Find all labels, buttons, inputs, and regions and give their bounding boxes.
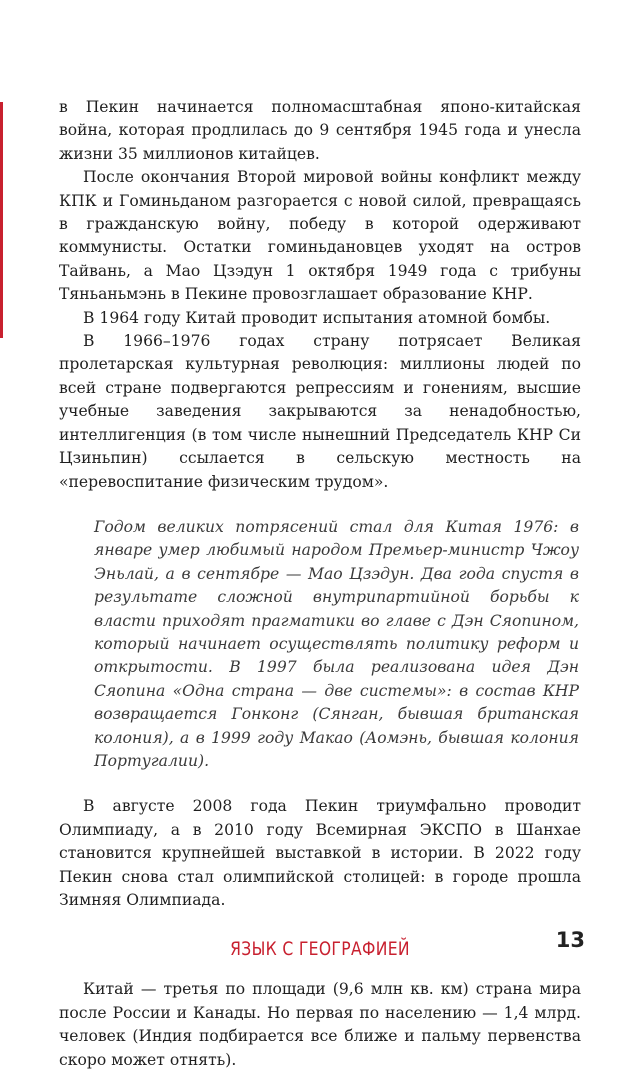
paragraph: В 1966–1976 годах страну потрясает Великая пролетарская культурная революция: миллионы людей по всей стране подвергаются репрессиям и гонениям, высшие учебные заведения закрываются за ненадобностью, интеллигенция (в том числе нынешний Председатель КНР Си Цзиньпин) ссылается в сельскую местность на «перевоспитание физическим трудом». — [59, 332, 581, 491]
page-body — [59, 96, 581, 1072]
italic-quote-block: Годом великих потрясений стал для Китая 1976: в январе умер любимый народом Премьер-министр Чжоу Эньлай, а в сентябре — Мао Цзэдун. Два года спустя в результате сложной внутрипартийной борьбы к власти приходят прагматики во главе с Дэн Сяопином, который начинает осуществлять политику реформ и открытости. В 1997 была реализована идея Дэн Сяопина «Одна страна — две системы»: в состав КНР возвращается Гонконг (Сянган, бывшая британская колония), а в 1999 году Макао (Аомэнь, бывшая колония Португалии). — [94, 517, 579, 770]
chapter-edge-marker — [0, 102, 3, 338]
page-number: 13 — [555, 928, 585, 952]
paragraph: В 1964 году Китай проводит испытания атомной бомбы. — [83, 308, 551, 327]
paragraph: в Пекин начинается полномасштабная японо-китайская война, которая продлилась до 9 сентября 1945 года и унесла жизни 35 миллионов китайцев. — [59, 98, 581, 163]
section-heading: ЯЗЫК С ГЕОГРАФИЕЙ — [230, 938, 410, 961]
paragraph: Китай — третья по площади (9,6 млн кв. км) страна мира после России и Канады. Но первая по населению — 1,4 млрд. человек (Индия подбирается все ближе и пальму первенства скоро может отнять). — [59, 980, 581, 1069]
paragraph: После окончания Второй мировой войны конфликт между КПК и Гоминьданом разгорается с новой силой, превращаясь в гражданскую войну, победу в которой одерживают коммунисты. Остатки гоминьдановцев уходят на остров Тайвань, а Мао Цзэдун 1 октября 1949 года с трибуны Тяньаньмэнь в Пекине провозглашает образование КНР. — [59, 168, 581, 304]
paragraph: В августе 2008 года Пекин триумфально проводит Олимпиаду, а в 2010 году Всемирная ЭКСПО в Шанхае становится крупнейшей выставкой в истории. В 2022 году Пекин снова стал олимпийской столицей: в городе прошла Зимняя Олимпиада. — [59, 797, 581, 909]
